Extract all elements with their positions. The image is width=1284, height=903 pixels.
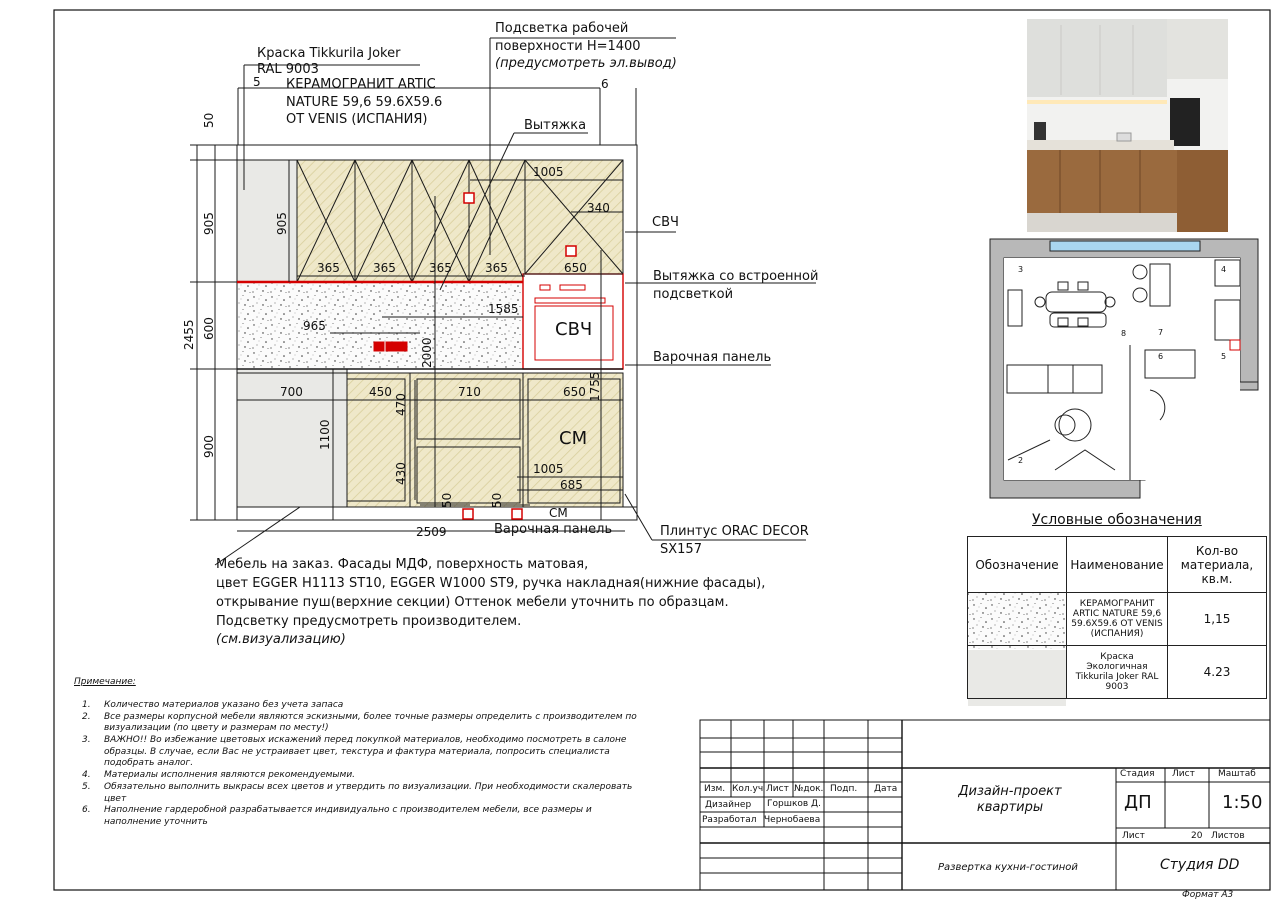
- note-item: 1. Количество материалов указано без учета запаса: [82, 700, 344, 710]
- stamp-header: Изм.: [704, 784, 726, 794]
- dim-1100: 1100: [318, 419, 332, 450]
- legend-header: Кол-во материала, кв.м.: [1168, 537, 1267, 593]
- sheet-label: Лист: [1122, 831, 1145, 841]
- sheet-number: 20: [1191, 831, 1203, 841]
- worklight-label: Подсветка рабочей поверхности Н=1400 (предусмотреть эл.вывод): [495, 21, 677, 72]
- stage-header: Стадия: [1120, 769, 1155, 779]
- plan-number: 5: [1221, 352, 1227, 361]
- dim-1005-b: 1005: [533, 462, 564, 476]
- plan-number: 7: [1158, 328, 1164, 337]
- stage-value: ДП: [1124, 792, 1152, 813]
- note-item: 6. Наполнение гардеробной разрабатывается индивидуально с производителем мебели, все размеры и наполнение уточнить: [82, 805, 592, 827]
- dim-365-c: 365: [429, 261, 452, 275]
- legend-swatch-cell: [968, 593, 1067, 646]
- sheet-header: Лист: [1172, 769, 1195, 779]
- plan-number: 6: [1158, 352, 1164, 361]
- dim-50-c: 50: [490, 492, 504, 508]
- stamp-header: Кол.уч: [732, 784, 764, 794]
- dim-650-a: 650: [564, 261, 587, 275]
- project-title: Дизайн-проект квартиры: [958, 784, 1062, 816]
- dim-1755: 1755: [588, 371, 602, 402]
- dim-685: 685: [560, 478, 583, 492]
- furniture-note: Мебель на заказ. Фасады МДФ, поверхность матовая, цвет EGGER H1113 ST10, EGGER W1000 ST9, ручка накладная(нижние фасады), открывание пуш(верхние секции) Оттенок мебели уточнить по образцам. Подсветку предусмотреть производителем. (см.визуализацию): [216, 557, 766, 648]
- stamp-header: №док.: [794, 784, 824, 794]
- sheet-name: Развертка кухни-гостиной: [938, 862, 1078, 873]
- dim-2509: 2509: [416, 525, 447, 539]
- legend-name: КЕРАМОГРАНИТ ARTIC NATURE 59,6 59.6Х59.6 ОТ VENIS (ИСПАНИЯ): [1067, 593, 1168, 646]
- dim-2455: 2455: [182, 319, 196, 350]
- tile-label: КЕРАМОГРАНИТ ARTIC NATURE 59,6 59.6Х59.6 ОТ VENIS (ИСПАНИЯ): [286, 77, 443, 128]
- dim-965: 965: [303, 319, 326, 333]
- dim-600: 600: [202, 317, 216, 340]
- notes-list: [82, 700, 642, 829]
- dim-50-b: 50: [440, 492, 454, 508]
- legend-header: Наименование: [1067, 537, 1168, 593]
- dim-365-d: 365: [485, 261, 508, 275]
- developer-role: Разработал: [702, 815, 757, 825]
- note-item: 5. Обязательно выполнить выкрасы всех цветов и утвердить по визуализации. При необходимости скалеровать цвет: [82, 781, 633, 804]
- microwave-box-label: СВЧ: [555, 319, 593, 340]
- dim-365-a: 365: [317, 261, 340, 275]
- plan-number: 3: [1018, 265, 1024, 274]
- hood-label: Вытяжка: [524, 118, 587, 133]
- dim-1005: 1005: [533, 165, 564, 179]
- dishwasher-box-label: СМ: [559, 428, 588, 449]
- hood-led-label: Вытяжка со встроенной подсветкой: [653, 269, 819, 302]
- stamp-header: Лист: [766, 784, 789, 794]
- hob-label: Варочная панель: [653, 350, 772, 365]
- plan-number: 8: [1121, 329, 1127, 338]
- legend-swatch-cell: [968, 646, 1067, 699]
- dim-340: 340: [587, 201, 610, 215]
- scale-value: 1:50: [1222, 792, 1263, 813]
- notes-title: Примечание:: [74, 677, 136, 687]
- dim-50: 50: [202, 112, 216, 128]
- dim-900: 900: [202, 435, 216, 458]
- plan-number: 2: [1018, 456, 1024, 465]
- dim-700: 700: [280, 385, 303, 399]
- dim-905-b: 905: [275, 212, 289, 235]
- callout-5: 5: [253, 75, 261, 89]
- dim-470: 470: [394, 393, 408, 416]
- legend-table: [967, 536, 1267, 699]
- note-item: 3. ВАЖНО!! Во избежание цветовых искажений перед покупкой материалов, необходимо посмотреть в салоне образцы. В случае, если Вас не устраивает цвет, текстура и фактура материала, попросить специалиста подобрать аналог.: [82, 735, 627, 769]
- stamp-header: Подп.: [830, 784, 858, 794]
- legend-title: Условные обозначения: [1032, 512, 1202, 528]
- kitchen-photo: [1027, 19, 1228, 232]
- scale-header: Маштаб: [1218, 769, 1256, 779]
- note-item: 4. Материалы исполнения являются рекомендуемыми.: [82, 770, 356, 781]
- dim-650-b: 650: [563, 385, 586, 399]
- dim-2000: 2000: [420, 337, 434, 368]
- stamp-header: Дата: [874, 784, 898, 794]
- legend-name: Краска Экологичная Tikkurila Joker RAL 9003: [1067, 646, 1168, 699]
- legend-header: Обозначение: [968, 537, 1067, 593]
- designer-role: Дизайнер: [705, 800, 752, 810]
- studio-name: Студия DD: [1160, 857, 1240, 873]
- developer-name: Чернобаева: [764, 815, 821, 825]
- format-label: Формат А3: [1182, 890, 1234, 900]
- plan-number: 4: [1221, 265, 1227, 274]
- sheets-label: Листов: [1211, 831, 1245, 841]
- floor-plan: [990, 239, 1258, 498]
- hob-bottom-label: Варочная панель: [494, 522, 613, 537]
- legend-qty: 4.23: [1168, 646, 1267, 699]
- dim-710: 710: [458, 385, 481, 399]
- dim-430: 430: [394, 462, 408, 485]
- dim-365-b: 365: [373, 261, 396, 275]
- dishwasher-bottom-label: СМ: [549, 506, 568, 520]
- paint-label: Краска Tikkurila Joker RAL 9003: [257, 46, 401, 78]
- designer-name: Горшков Д.: [767, 799, 821, 809]
- plinth-label: Плинтус ORAC DECOR SX157: [660, 524, 809, 557]
- dim-450: 450: [369, 385, 392, 399]
- callout-6: 6: [601, 77, 609, 91]
- dim-1585: 1585: [488, 302, 519, 316]
- note-item: 2. Все размеры корпусной мебели являются эскизными, более точные размеры определить с производителем по визуализации (по цвету и размерам по месту!): [82, 711, 637, 734]
- legend-qty: 1,15: [1168, 593, 1267, 646]
- dim-905: 905: [202, 212, 216, 235]
- microwave-label: СВЧ: [652, 215, 679, 230]
